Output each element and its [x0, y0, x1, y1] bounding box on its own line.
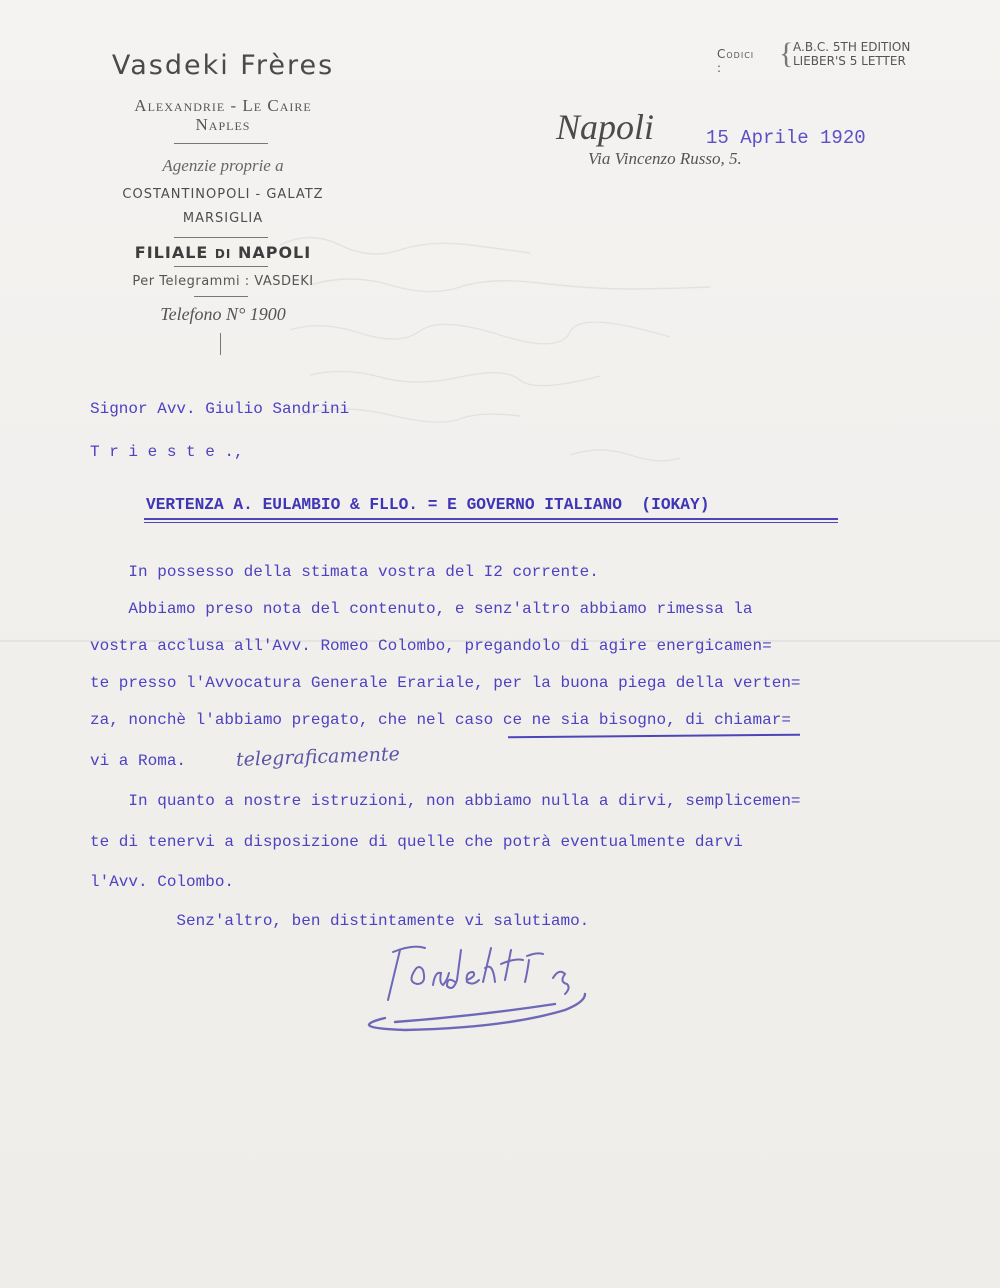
- agencies-line-1: COSTANTINOPOLI - GALATZ: [122, 187, 324, 202]
- subject-underline: [144, 522, 838, 523]
- handwritten-underline: [508, 734, 800, 738]
- branch-word-2: DI: [214, 247, 232, 261]
- recipient-city: T r i e s t e .,: [90, 443, 244, 461]
- body-line: In quanto a nostre istruzioni, non abbiamo nulla a dirvi, semplicemen=: [90, 792, 801, 810]
- body-line: Senz'altro, ben distintamente vi salutiamo.: [90, 912, 590, 930]
- body-line: vostra acclusa all'Avv. Romeo Colombo, pregandolo di agire energicamen=: [90, 637, 772, 655]
- branch-word-3: NAPOLI: [237, 243, 312, 262]
- agencies-line-2: MARSIGLIA: [182, 211, 264, 226]
- subject-line: VERTENZA A. EULAMBIO & FLLO. = E GOVERNO ITALIANO (IOKAY): [146, 496, 710, 514]
- codes-label: Codici :: [717, 47, 755, 75]
- divider: [174, 143, 268, 144]
- body-line: In possesso della stimata vostra del I2 corrente.: [90, 563, 599, 581]
- agencies-intro: Agenzie proprie a: [162, 156, 284, 175]
- body-line: vi a Roma.: [90, 752, 187, 770]
- city-script: Napoli: [556, 107, 655, 147]
- code-2: LIEBER'S 5 LETTER: [793, 54, 906, 68]
- recipient-name: Signor Avv. Giulio Sandrini: [90, 400, 350, 418]
- company-name: Vasdeki Frères: [111, 50, 335, 81]
- body-line: te di tenervi a disposizione di quelle che potrà eventualmente darvi: [90, 833, 743, 851]
- cities-line-1: Alexandrie - Le Caire: [134, 96, 312, 115]
- subject-underline: [144, 518, 838, 520]
- branch-name: [60, 243, 386, 262]
- body-line: l'Avv. Colombo.: [90, 873, 235, 891]
- agencies-block: [60, 183, 386, 231]
- divider: [194, 296, 248, 297]
- telephone-number: Telefono N° 1900: [160, 304, 286, 324]
- street-address: Via Vincenzo Russo, 5.: [588, 149, 742, 168]
- cities-block: [60, 96, 386, 134]
- body-line: te presso l'Avvocatura Generale Erariale, per la buona piega della verten=: [90, 674, 801, 692]
- divider: [174, 266, 268, 267]
- letter-date: 15 Aprile 1920: [706, 127, 866, 149]
- handwritten-note: telegraficamente: [235, 743, 401, 771]
- telegram-address: Per Telegrammi : VASDEKI: [132, 274, 314, 289]
- signature: [355, 930, 625, 1035]
- cities-line-2: Naples: [195, 115, 251, 134]
- code-1: A.B.C. 5TH EDITION: [793, 40, 911, 54]
- divider: [174, 237, 268, 238]
- divider: [220, 333, 221, 355]
- body-line: za, nonchè l'abbiamo pregato, che nel caso ce ne sia bisogno, di chiamar=: [90, 711, 791, 729]
- branch-word-1: FILIALE: [134, 243, 209, 262]
- body-line: Abbiamo preso nota del contenuto, e senz'altro abbiamo rimessa la: [90, 600, 753, 618]
- brace-icon: {: [779, 37, 794, 70]
